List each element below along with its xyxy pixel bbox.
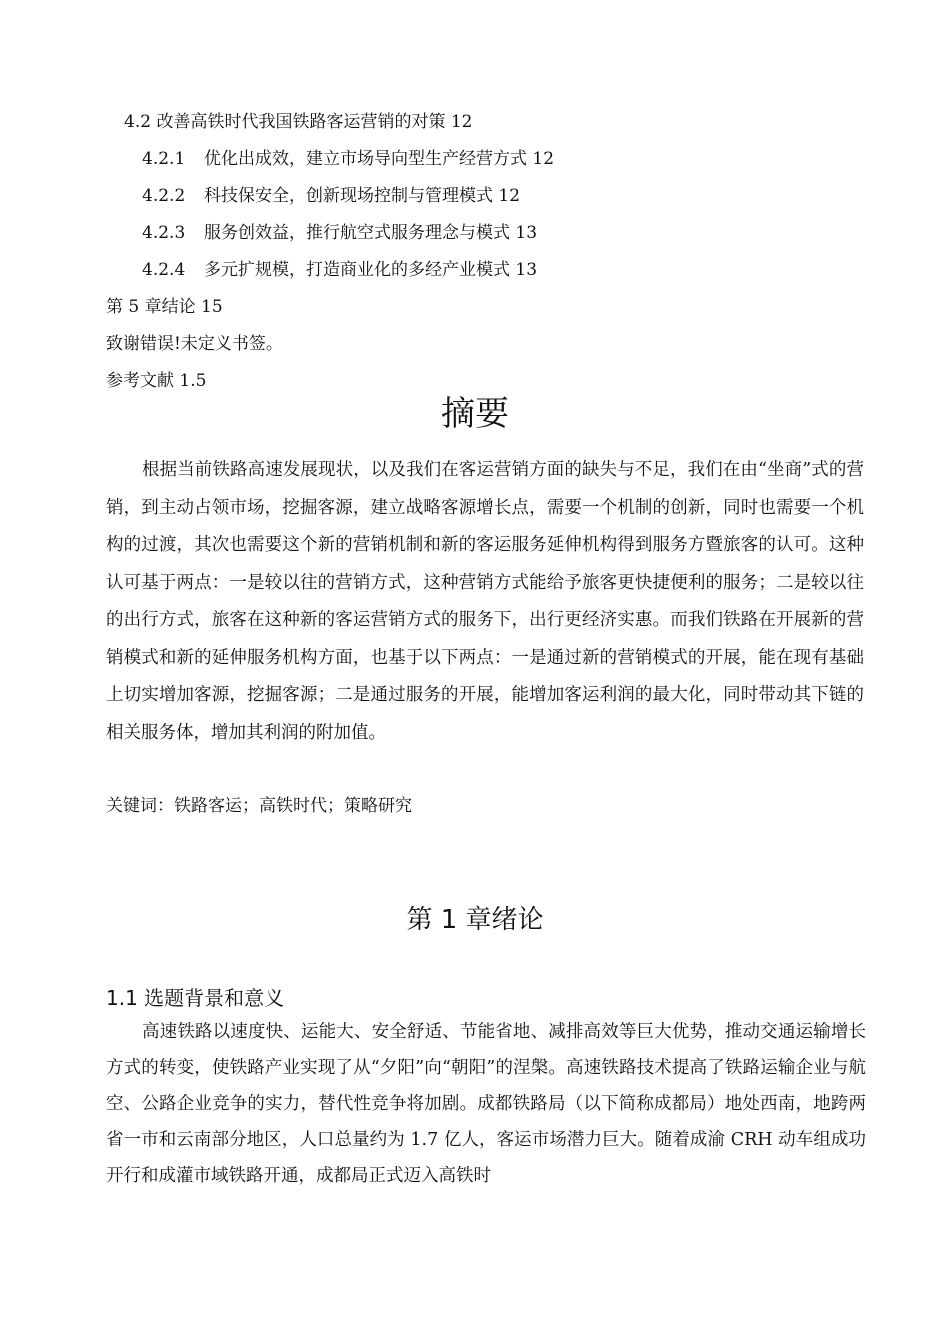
abstract-keywords: 关键词：铁路客运；高铁时代；策略研究 bbox=[106, 796, 412, 816]
toc-item-number: 4.2.4 bbox=[142, 260, 186, 280]
abstract-title: 摘要 bbox=[441, 394, 509, 434]
table-of-contents bbox=[106, 108, 886, 404]
toc-item-thanks[interactable]: 致谢错误!未定义书签。 bbox=[106, 334, 283, 354]
toc-item-4-2-2[interactable] bbox=[106, 182, 886, 219]
toc-item-4-2-3[interactable] bbox=[106, 219, 886, 256]
toc-item-number: 4.2.2 bbox=[142, 186, 186, 206]
toc-item-references[interactable]: 参考文献 1.5 bbox=[106, 371, 207, 391]
toc-item-4-2-1[interactable] bbox=[106, 145, 886, 182]
toc-item-chapter-5[interactable]: 第 5 章结论 15 bbox=[106, 297, 223, 317]
abstract-body: 根据当前铁路高速发展现状，以及我们在客运营销方面的缺失与不足，我们在由“坐商”式的营销，到主动占领市场，挖掘客源，建立战略客源增长点，需要一个机制的创新，同时也需要一个机构的过渡，其次也需要这个新的营销机制和新的客运服务延伸机构得到服务方暨旅客的认可。这种认可基于两点：一是较以往的营销方式，这种营销方式能给予旅客更快捷便利的服务；二是较以往的出行方式，旅客在这种新的客运营销方式的服务下，出行更经济实惠。而我们铁路在开展新的营销模式和新的延伸服务机构方面，也基于以下两点：一是通过新的营销模式的开展，能在现有基础上切实增加客源，挖掘客源；二是通过服务的开展，能增加客运利润的最大化，同时带动其下链的相关服务体，增加其利润的附加值。 bbox=[106, 460, 864, 743]
toc-item-4-2-4[interactable] bbox=[106, 256, 886, 293]
toc-item-text: 科技保安全，创新现场控制与管理模式 12 bbox=[204, 186, 521, 206]
toc-item-number: 4.2.1 bbox=[142, 149, 186, 169]
toc-item-text: 服务创效益，推行航空式服务理念与模式 13 bbox=[204, 223, 538, 243]
chapter-body: 高速铁路以速度快、运能大、安全舒适、节能省地、减排高效等巨大优势，推动交通运输增长方式的转变，使铁路产业实现了从“夕阳”向“朝阳”的涅槃。高速铁路技术提高了铁路运输企业与航空、公路企业竞争的实力，替代性竞争将加剧。成都铁路局（以下简称成都局）地处西南，地跨两省一市和云南部分地区，人口总量约为 1.7 亿人，客运市场潜力巨大。随着成渝 CRH 动车组成功开行和成灌市域铁路开通，成都局正式迈入高铁时 bbox=[106, 1022, 866, 1186]
section-title: 1.1 选题背景和意义 bbox=[106, 986, 285, 1010]
chapter-title: 第 1 章绪论 bbox=[406, 905, 544, 935]
toc-item-text: 优化出成效，建立市场导向型生产经营方式 12 bbox=[204, 149, 555, 169]
toc-item-4-2[interactable]: 4.2 改善高铁时代我国铁路客运营销的对策 12 bbox=[124, 112, 473, 132]
toc-item-number: 4.2.3 bbox=[142, 223, 186, 243]
toc-item-text: 多元扩规模，打造商业化的多经产业模式 13 bbox=[204, 260, 538, 280]
